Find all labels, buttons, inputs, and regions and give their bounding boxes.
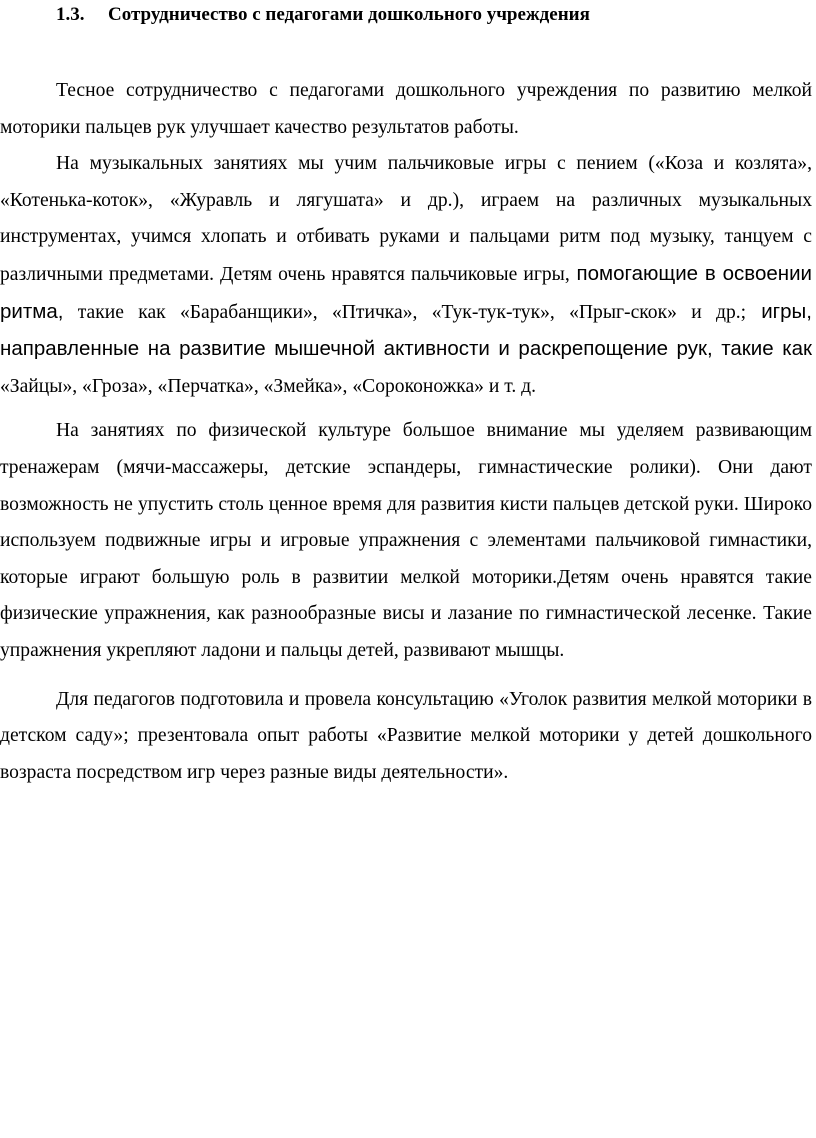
document-body [0,73,812,791]
music-lessons-text: На музыкальных занятиях мы учим пальчиковые игры с пением («Коза и козлята», «Котенька-коток», «Журавль и лягушата» и др.), играем на различных музыкальных инструментах, учимся хлопать и отбивать руками и пальцами ритм под музыку, танцуем с различными предметами. Детям очень нравятся пальчиковые игры, [0,153,812,285]
muscle-games-phrase: игры, направленные на развитие мышечной активности и раскрепощение рук, такие как [0,299,812,361]
rhythm-games-list: такие как «Барабанщики», «Птичка», «Тук-тук-тук», «Прыг-скок» и др.; [63,301,747,323]
section-title: Сотрудничество с педагогами дошкольного учреждения [108,4,590,25]
paragraph-teacher-consultation: Для педагогов подготовила и провела консультацию «Уголок развития мелкой моторики в детском саду»; презентовала опыт работы «Развитие мелкой моторики у детей дошкольного возраста посредством игр через разные виды деятельности». [0,688,812,783]
muscle-games-list: «Зайцы», «Гроза», «Перчатка», «Змейка», «Сороконожка» и т. д. [0,375,536,397]
paragraph-collaboration-intro: Тесное сотрудничество с педагогами дошкольного учреждения по развитию мелкой моторики пальцев рук улучшает качество результатов работы. [0,80,812,138]
paragraph-music-lessons [0,146,812,405]
section-number: 1.3. [56,4,85,25]
section-heading [56,3,590,27]
paragraph-physical-education: На занятиях по физической культуре большое внимание мы уделяем развивающим тренажерам (мячи-массажеры, детские эспандеры, гимнастические ролики). Они дают возможность не упустить столь ценное время для развития кисти пальцев детской руки. Широко используем подвижные игры и игровые упражнения с элементами пальчиковой гимнастики, которые играют большую роль в развитии мелкой моторики.Детям очень нравятся такие физические упражнения, как разнообразные висы и лазание по гимнастической лесенке. Такие упражнения укрепляют ладони и пальцы детей, развивают мышцы. [0,420,812,661]
rhythm-games-phrase: помогающие в освоении ритма, [0,261,812,323]
